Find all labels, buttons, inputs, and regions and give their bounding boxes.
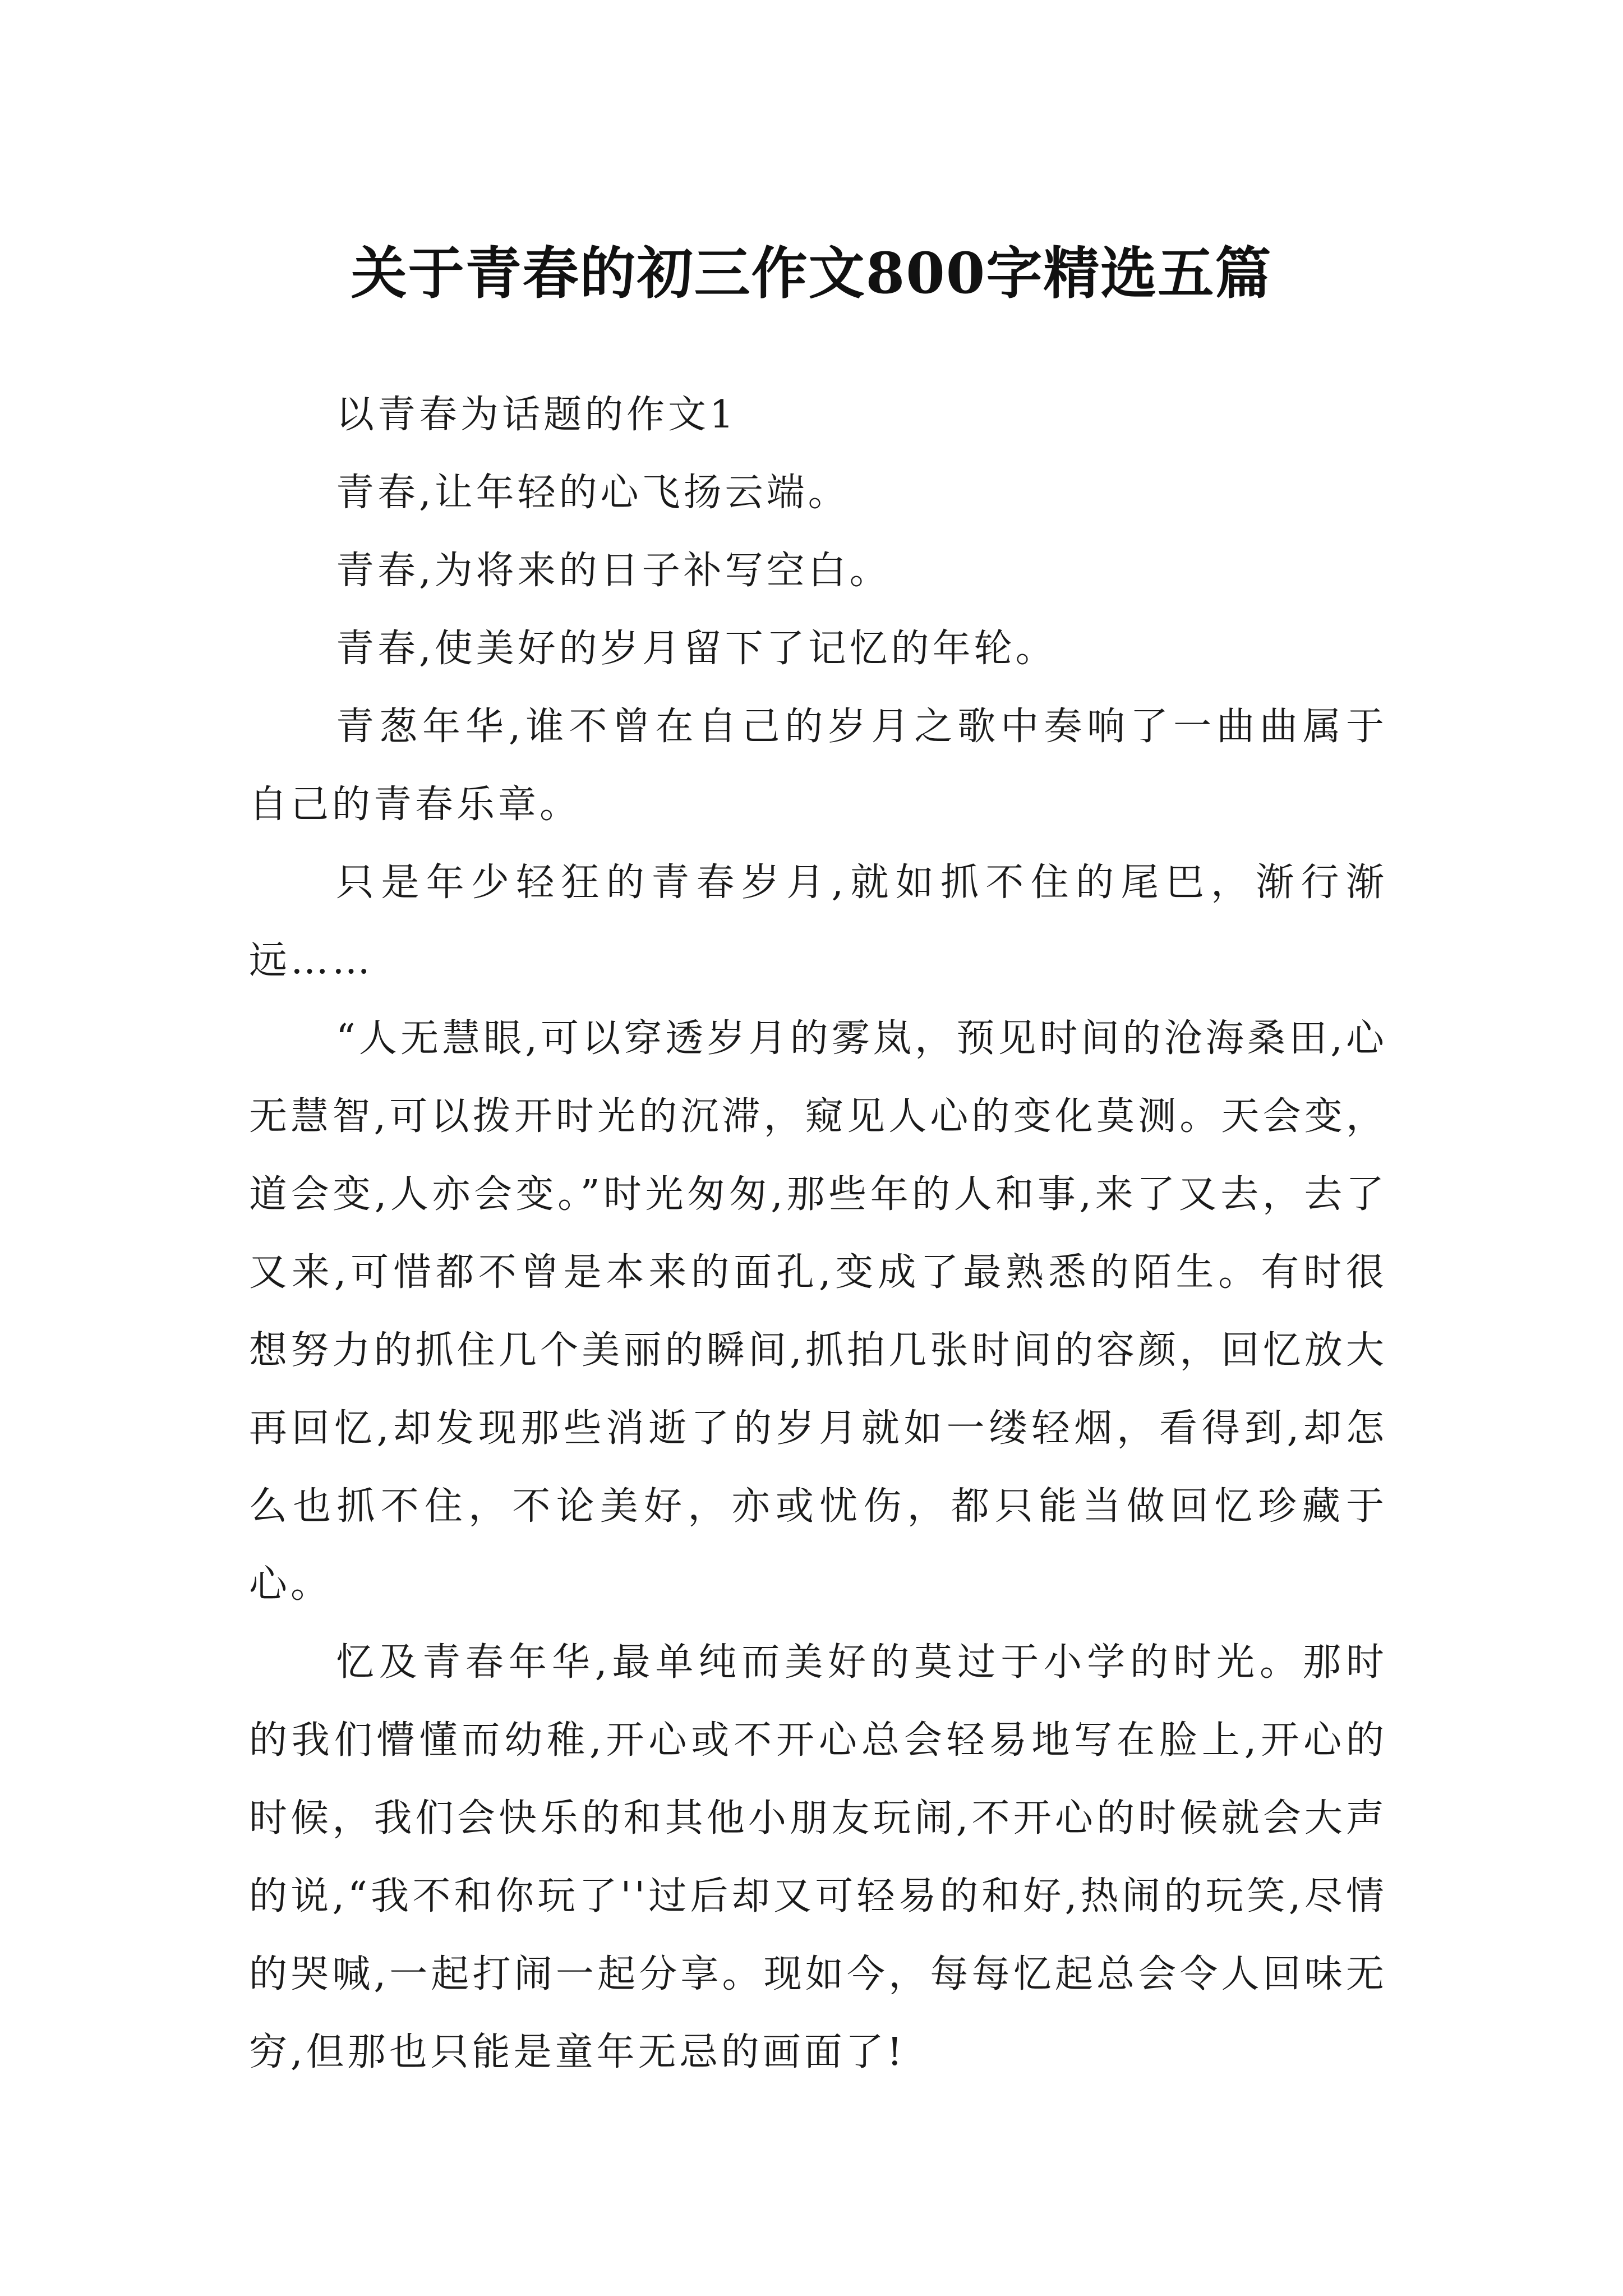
paragraph: 青春,让年轻的心飞扬云端。 [336,471,850,515]
paragraph: 只是年少轻狂的青春岁月,就如抓不住的尾巴，渐行渐远…… [249,861,1387,983]
paragraph: 青葱年华,谁不曾在自己的岁月之歌中奏响了一曲曲属于自己的青春乐章。 [249,705,1387,827]
paragraph: 以青春为话题的作文1 [336,393,737,437]
paragraph: 忆及青春年华,最单纯而美好的莫过于小学的时光。那时的我们懵懂而幼稚,开心或不开心总会轻易地写在脸上,开心的时候，我们会快乐的和其他小朋友玩闹,不开心的时候就会大声的说,“我不和你玩了''过后却又可轻易的和好,热闹的玩笑,尽情的哭喊,一起打闹一起分享。现如今，每每忆起总会令人回味无穷,但那也只能是童年无忌的画面了! [249,1640,1387,2074]
paragraph: 青春,为将来的日子补写空白。 [336,549,891,593]
paragraph: 青春,使美好的岁月留下了记忆的年轮。 [336,627,1057,671]
paragraph: “人无慧眼,可以穿透岁月的雾岚，预见时间的沧海桑田,心无慧智,可以拨开时光的沉滞，窥见人心的变化莫测。天会变，道会变,人亦会变。”时光匆匆,那些年的人和事,来了又去，去了又来,可惜都不曾是本来的面孔,变成了最熟悉的陌生。有时很想努力的抓住几个美丽的瞬间,抓拍几张时间的容颜，回忆放大再回忆,却发现那些消逝了的岁月就如一缕轻烟，看得到,却怎么也抓不住，不论美好，亦或忧伤，都只能当做回忆珍藏于心。 [249,1016,1387,1607]
document-title: 关于青春的初三作文800字精选五篇 [351,240,1272,306]
document-body [249,376,1387,2091]
